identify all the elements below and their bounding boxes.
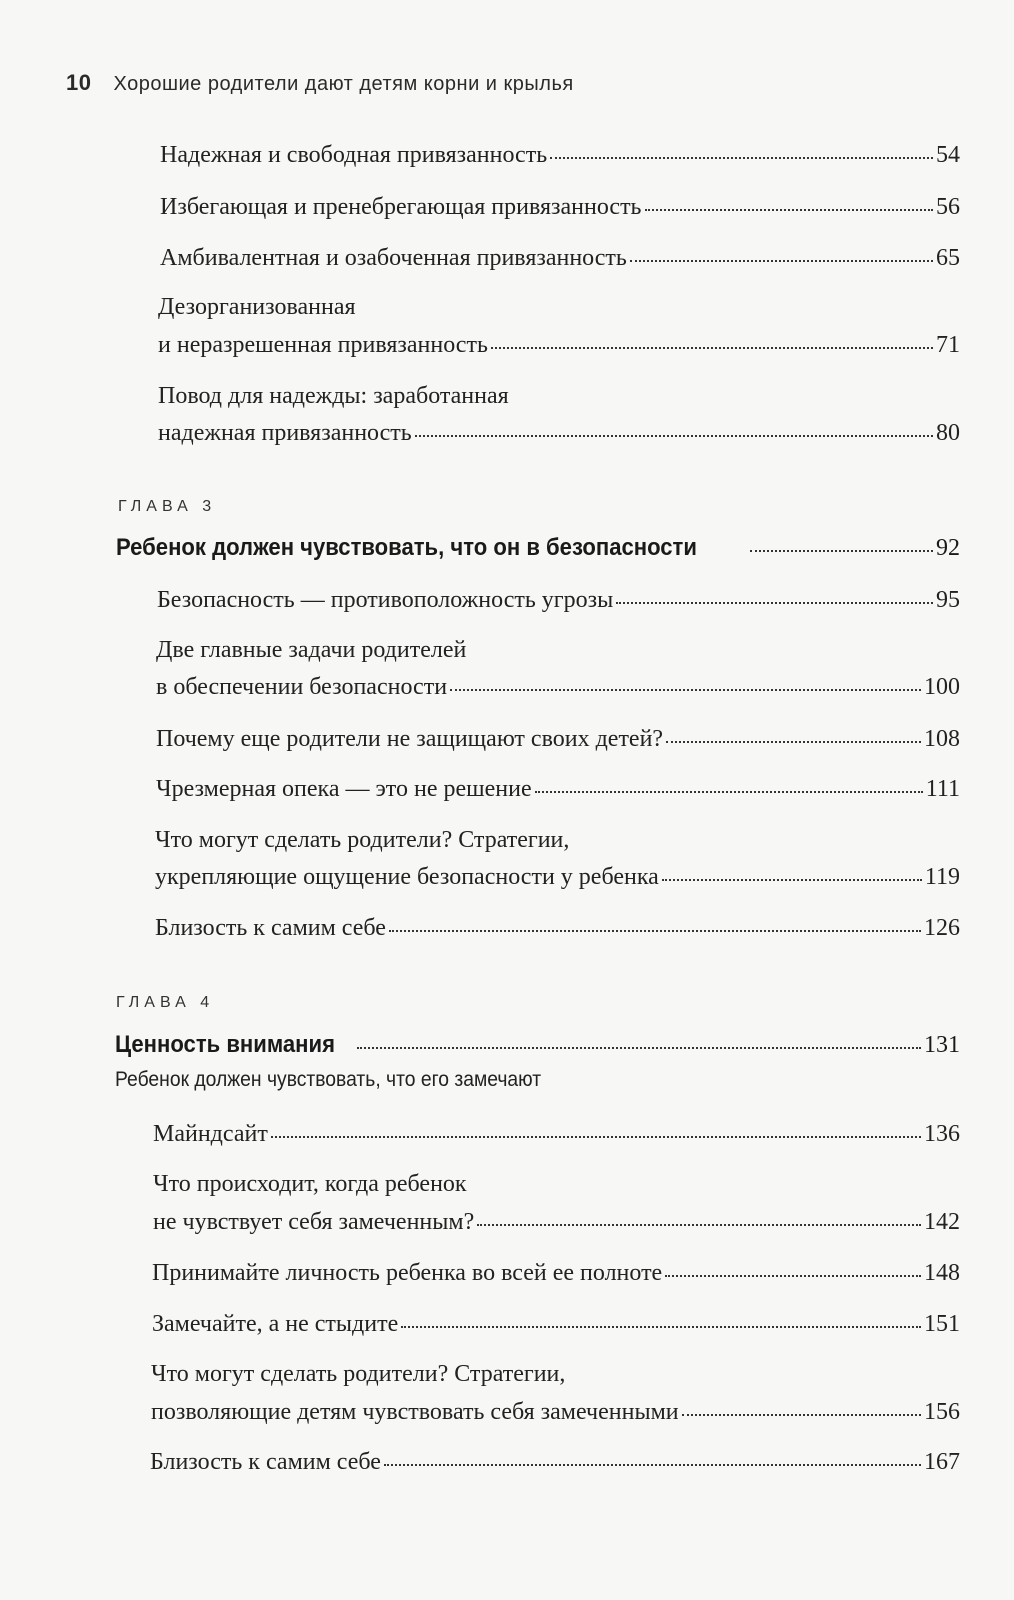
toc-entry-title: Принимайте личность ребенка во всей ее полноте (152, 1260, 663, 1286)
toc-entry[interactable] (155, 911, 960, 945)
toc-entry-page: 65 (936, 245, 960, 271)
toc-entry[interactable] (156, 670, 960, 704)
running-title: Хорошие родители дают детям корни и крылья (113, 73, 574, 95)
dot-leader (477, 1223, 921, 1226)
toc-entry-page: 71 (936, 332, 960, 358)
dot-leader (665, 1274, 921, 1277)
dot-leader (662, 878, 922, 881)
toc-entry-title: Избегающая и пренебрегающая привязанность (160, 194, 642, 220)
toc-entry-line1: Дезорганизованная (158, 294, 356, 320)
toc-entry-title: не чувствует себя замеченным? (153, 1209, 475, 1235)
page-number: 10 (66, 70, 92, 95)
toc-entry-line1: Что происходит, когда ребенок (153, 1171, 467, 1197)
toc-entry-title: укрепляющие ощущение безопасности у ребенка (155, 864, 659, 890)
toc-entry[interactable] (150, 1445, 960, 1479)
chapter-label: ГЛАВА 3 (118, 498, 217, 515)
toc-entry-title: Надежная и свободная привязанность (160, 142, 548, 168)
toc-entry[interactable] (152, 1256, 960, 1290)
toc-entry[interactable] (156, 722, 960, 756)
toc-entry[interactable] (153, 1205, 960, 1239)
toc-entry-title: в обеспечении безопасности (156, 674, 448, 700)
dot-leader (357, 1046, 921, 1049)
toc-entry[interactable] (152, 1307, 960, 1341)
toc-entry-title: Безопасность — противоположность угрозы (157, 587, 614, 613)
dot-leader (550, 156, 933, 159)
toc-entry-page: 156 (924, 1399, 960, 1425)
dot-leader (384, 1463, 921, 1466)
toc-entry-line1: Что могут сделать родители? Стратегии, (155, 827, 570, 853)
dot-leader (535, 790, 923, 793)
toc-entry-title: Почему еще родители не защищают своих детей? (156, 726, 664, 752)
chapter-title-text: Ценность внимания (115, 1031, 335, 1058)
toc-entry-page: 136 (924, 1121, 960, 1147)
toc-entry[interactable] (155, 860, 960, 894)
dot-leader (682, 1413, 921, 1416)
chapter-subtitle: Ребенок должен чувствовать, что его замечают (115, 1068, 542, 1091)
dot-leader (666, 740, 921, 743)
chapter-page: 131 (924, 1032, 960, 1058)
toc-entry-title: Близость к самим себе (150, 1449, 381, 1475)
dot-leader (271, 1135, 921, 1138)
chapter-page: 92 (936, 535, 960, 561)
toc-entry-page: 54 (936, 142, 960, 168)
toc-entry-page: 167 (924, 1449, 960, 1475)
toc-entry-title: Замечайте, а не стыдите (152, 1311, 399, 1337)
toc-entry-page: 111 (925, 776, 960, 802)
toc-entry-title: и неразрешенная привязанность (158, 332, 488, 358)
toc-entry-title: Близость к самим себе (155, 915, 386, 941)
chapter-title[interactable] (115, 1028, 960, 1062)
dot-leader (389, 929, 921, 932)
toc-entry-page: 56 (936, 194, 960, 220)
toc-entry[interactable] (160, 138, 960, 172)
toc-entry-page: 119 (924, 864, 960, 890)
running-header (66, 70, 574, 96)
dot-leader (750, 549, 933, 552)
chapter-title[interactable] (116, 531, 960, 565)
dot-leader (415, 434, 933, 437)
dot-leader (616, 601, 933, 604)
dot-leader (401, 1325, 921, 1328)
chapter-title-text: Ребенок должен чувствовать, что он в безопасности (116, 534, 697, 561)
toc-entry[interactable] (158, 328, 960, 362)
toc-entry-page: 148 (924, 1260, 960, 1286)
toc-entry[interactable] (153, 1117, 960, 1151)
toc-entry-line1: Две главные задачи родителей (156, 637, 467, 663)
toc-entry[interactable] (151, 1395, 960, 1429)
toc-entry-page: 108 (924, 726, 960, 752)
toc-entry-page: 126 (924, 915, 960, 941)
toc-entry[interactable] (157, 583, 960, 617)
chapter-label: ГЛАВА 4 (116, 994, 215, 1011)
toc-entry-title: Амбивалентная и озабоченная привязанность (160, 245, 627, 271)
toc-entry-line1: Повод для надежды: заработанная (158, 383, 509, 409)
toc-entry[interactable] (156, 772, 960, 806)
toc-entry-page: 95 (936, 587, 960, 613)
toc-entry-title: Чрезмерная опека — это не решение (156, 776, 532, 802)
dot-leader (630, 259, 933, 262)
toc-entry[interactable] (160, 241, 960, 275)
toc-entry-title: позволяющие детям чувствовать себя замеченными (151, 1399, 679, 1425)
toc-entry-title: надежная привязанность (158, 420, 412, 446)
toc-entry-page: 151 (924, 1311, 960, 1337)
toc-entry-line1: Что могут сделать родители? Стратегии, (151, 1361, 566, 1387)
dot-leader (491, 346, 933, 349)
dot-leader (450, 688, 921, 691)
toc-entry-page: 80 (936, 420, 960, 446)
toc-entry-page: 142 (924, 1209, 960, 1235)
dot-leader (645, 208, 934, 211)
toc-entry[interactable] (158, 416, 960, 450)
toc-entry-title: Майндсайт (153, 1121, 268, 1147)
toc-entry-page: 100 (924, 674, 960, 700)
toc-entry[interactable] (160, 190, 960, 224)
